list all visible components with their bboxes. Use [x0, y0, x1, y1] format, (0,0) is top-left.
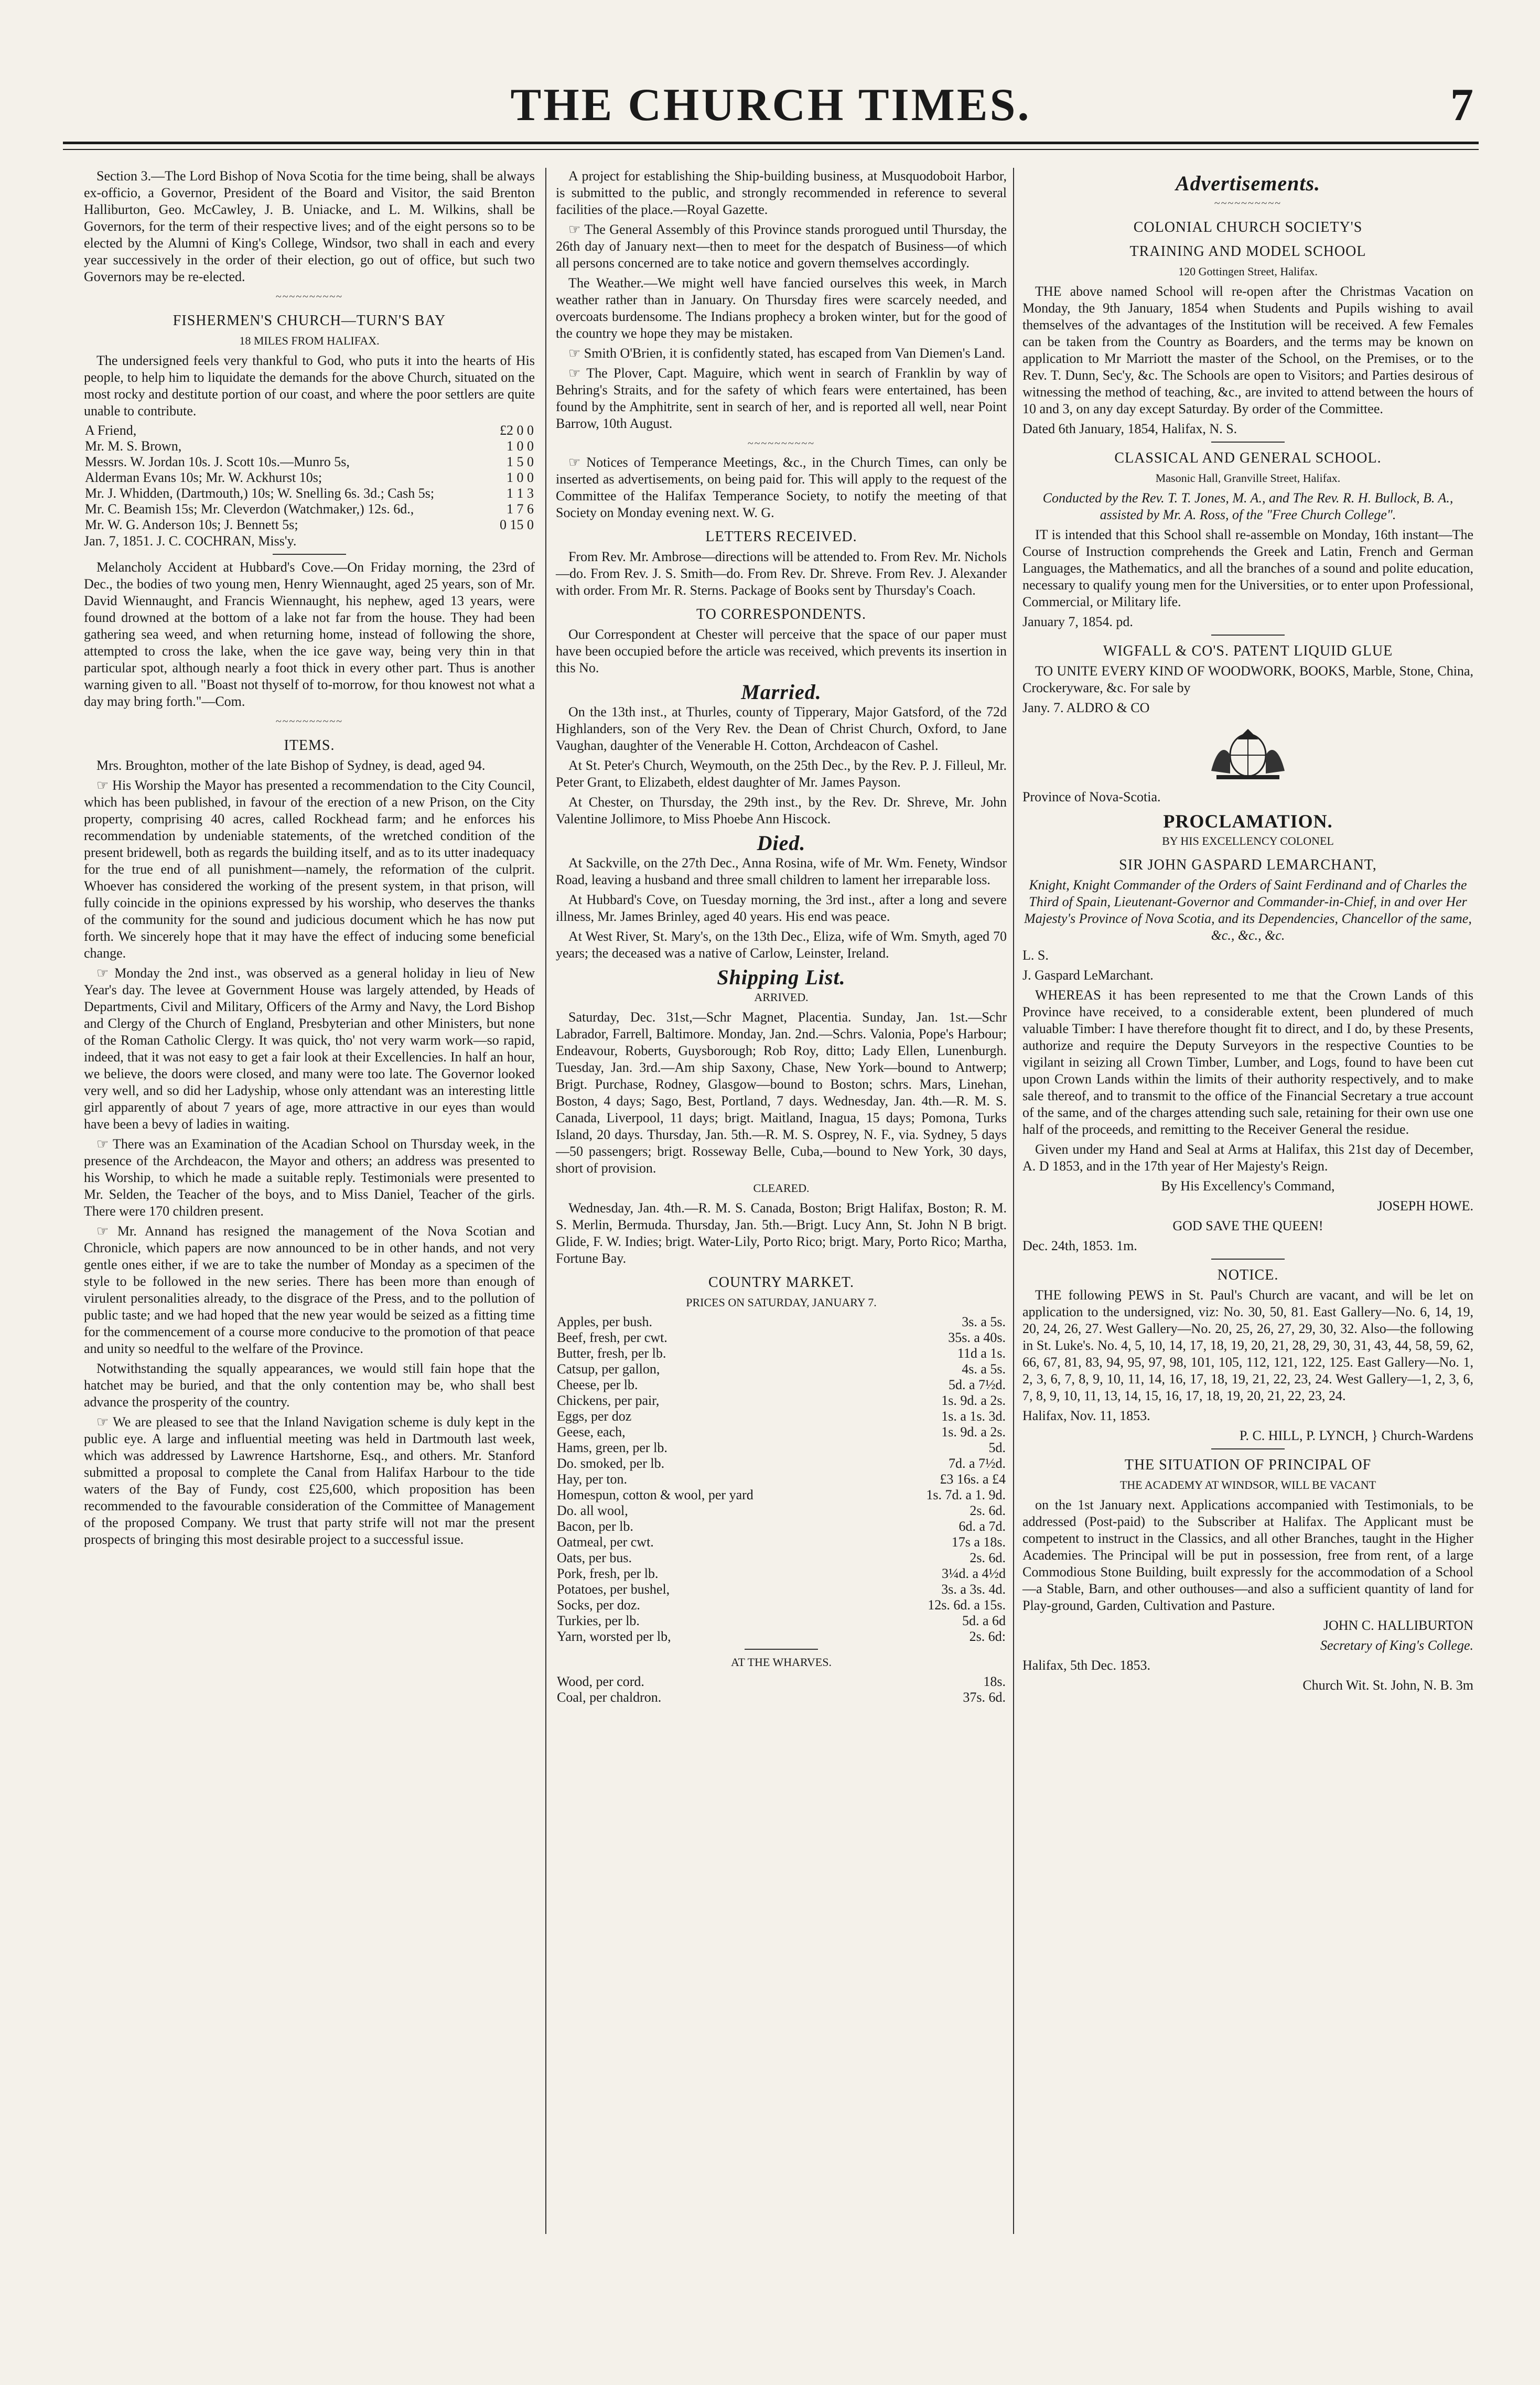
item: Do. smoked, per lb.: [557, 1456, 665, 1471]
amount: 1 0 0: [507, 438, 534, 454]
table-row: [556, 1519, 1007, 1534]
subscriber: Messrs. W. Jordan 10s. J. Scott 10s.—Munro 5s,: [85, 454, 350, 469]
seal-label: L. S.: [1022, 948, 1049, 963]
situation-footer: Church Wit. St. John, N. B. 3m: [1302, 1678, 1473, 1693]
table-row: [84, 423, 535, 438]
classical-school-date: January 7, 1854. pd.: [1022, 614, 1133, 629]
notice-text: THE following PEWS in St. Paul's Church are vacant, and will be let on application to the undersigned, viz: No. 30, 50, 81. East Gallery—No. 6, 14, 19, 20, 24, 26, 27. West Gallery—No. 20, 25, 26, 27, 29, 30, 32. Also—the following in St. Luke's. No. 4, 5, 10, 14, 17, 18, 19, 20, 21, 28, 29, 30, 31, 43, 44, 58, 59, 62, 66, 67, 81, 83, 94, 95, 97, 98, 101, 105, 112, 121, 122, 125. East Gallery—No. 1, 2, 3, 6, 7, 8, 9, 10, 11, 14, 16, 17, 18, 19, 21, 22, 23, 24. West Gallery—1, 2, 3, 6, 7, 8, 9, 10, 11, 13, 14, 15, 16, 17, 18, 19, 20, 21, 22, 23, 24.: [1022, 1287, 1473, 1403]
item-paragraph: Mrs. Broughton, mother of the late Bishop of Sydney, is dead, aged 94.: [96, 758, 486, 773]
table-row: [556, 1629, 1007, 1645]
item: Coal, per chaldron.: [557, 1690, 662, 1705]
item-paragraph: ☞ We are pleased to see that the Inland Navigation scheme is duly kept in the public eye. A large and influential meeting was held in Dartmouth last week, which was addressed by Lawrence Hartshorne, Esq., and others. Mr. Stanford submitted a proposal to complete the Canal from Halifax Harbour to the tide waters of the Bay of Fundy, cost £25,600, which proposition has been recommended to the favourable consideration of the Committee of Management of the proposed Company. We trust that party strife will not mar the present prospects of bringing this most desirable project to a successful issue.: [84, 1414, 535, 1547]
ornament-rule: ~~~~~~~~~~: [1214, 198, 1282, 209]
table-row: [556, 1534, 1007, 1550]
column-2: [556, 168, 1007, 1705]
items-heading: ITEMS.: [284, 737, 335, 754]
masthead-rule-thick: [63, 142, 1479, 144]
item: Wood, per cord.: [557, 1674, 644, 1689]
price: 3¼d. a 4½d: [941, 1566, 1006, 1581]
table-row: [556, 1690, 1007, 1705]
married-heading: Married.: [741, 680, 822, 704]
item: Hams, green, per lb.: [557, 1440, 667, 1455]
table-row: [556, 1377, 1007, 1393]
item: Oatmeal, per cwt.: [557, 1534, 654, 1550]
death-notice: At Sackville, on the 27th Dec., Anna Rosina, wife of Mr. Wm. Fenety, Windsor Road, leaving a husband and three small children to lament her irreparable loss.: [556, 855, 1007, 887]
table-row: [556, 1487, 1007, 1503]
proclamation-name: SIR JOHN GASPARD LEMARCHANT,: [1119, 857, 1377, 873]
item-paragraph: ☞ Mr. Annand has resigned the management of the Nova Scotian and Chronicle, which papers are now announced to be in other hands, and not very gentle ones either, if we are to take the number of Monday as a specimen of the style to be followed in the new series. There has been more than enough of virulent personalities already, to the disgrace of the Press, and to the pollution of public taste; and we had hoped that the new year would be seized as a fitting time for the commencement of a course more conducive to the promotion of that peace and unity so needful to the welfare of the Province.: [84, 1223, 535, 1356]
proclamation-god-save: GOD SAVE THE QUEEN!: [1172, 1218, 1323, 1233]
price: 5d. a 7½d.: [948, 1377, 1006, 1392]
news-paragraph: The Weather.—We might well have fancied ourselves this week, in March weather rather than in January. On Thursday fires were scarcely needed, and overcoats burdensome. The Indians prophecy a broken winter, but for the good of the country we hope they may be mistaken.: [556, 275, 1007, 341]
table-row: [84, 501, 535, 517]
item: Chickens, per pair,: [557, 1393, 660, 1408]
price: £3 16s. a £4: [940, 1471, 1006, 1487]
item: Turkies, per lb.: [557, 1613, 640, 1628]
column-divider: [545, 168, 546, 2234]
colonial-school-text: THE above named School will re-open after the Christmas Vacation on Monday, the 9th January, 1854 when Students and Pupils wishing to avail themselves of the advantages of the Institution will be received. A few Females can be taken from the Country as Boarders, and the terms may be known on application to Mr Marriott the master of the School, on the Premises, or to the Rev. T. Dunn, Sec'y, &c. The Schools are open to Visitors; and Parties desirous of witnessing the method of teaching, &c., are invited to attend between the hours of 10 and 3, on any day except Saturday. By order of the Committee.: [1022, 284, 1473, 416]
price: 1s. 9d. a 2s.: [941, 1393, 1006, 1408]
wharves-table: [556, 1674, 1007, 1705]
price: 1s. a 1s. 3d.: [941, 1409, 1006, 1424]
marriage-notice: On the 13th inst., at Thurles, county of Tipperary, Major Gatsford, of the 72d Highlanders, son of the Very Rev. the Dean of Christ Church, Oxford, to Jane Vaughan, daughter of the Venerable H. Cotton, Archdeacon of Cashel.: [556, 704, 1007, 753]
item-paragraph: ☞ Monday the 2nd inst., was observed as a general holiday in lieu of New Year's day. The levee at Government House was largely attended, by Heads of Departments, Civil and Military, Officers of the Army and Navy, the Lord Bishop and Clergy of the Church of England, Presbyterian and other Ministers, but none of the Roman Catholic Clergy. It was quick, tho' not very warm work—so rapid, indeed, that it was not easy to get a fair look at their Excellencies. In half an hour, we believe, the doors were closed, and many were too late. The Governor looked very well, and so did her Ladyship, whose only attendant was an interesting little girl apparently of about 7 years of age, more attractive in our eyes than would have been a bevy of ladies in waiting.: [84, 965, 535, 1132]
price: 2s. 6d.: [970, 1503, 1006, 1518]
table-row: [556, 1550, 1007, 1566]
subscriber: Mr. J. Whidden, (Dartmouth,) 10s; W. Snelling 6s. 3d.; Cash 5s;: [85, 486, 435, 501]
proclamation-by: BY HIS EXCELLENCY COLONEL: [1162, 834, 1334, 847]
advertisements-heading: Advertisements.: [1175, 171, 1321, 195]
item: Homespun, cotton & wool, per yard: [557, 1487, 753, 1502]
cleared-heading: CLEARED.: [753, 1181, 810, 1195]
item: Socks, per doz.: [557, 1597, 640, 1613]
notice-date: Halifax, Nov. 11, 1853.: [1022, 1408, 1150, 1423]
market-table: [556, 1314, 1007, 1645]
item: Geese, each,: [557, 1424, 626, 1439]
table-row: [556, 1456, 1007, 1471]
ornament-rule: ~~~~~~~~~~: [275, 291, 343, 303]
ornament-rule: ~~~~~~~~~~: [747, 438, 815, 449]
fishermen-church-text: The undersigned feels very thankful to God, who puts it into the hearts of His people, to help him to liquidate the demands for the above Church, situated on the most rocky and destitute portion of our coast, and where the poor settlers are quite unable to contribute.: [84, 353, 535, 418]
proclamation-titles: Knight, Knight Commander of the Orders of Saint Ferdinand and of Charles the Third of Spain, Lieutenant-Governor and Commander-in-Chief, in and over Her Majesty's Province of Nova Scotia, and its Dependencies, Chancellor of the same, &c., &c., &c.: [1024, 877, 1472, 943]
situation-heading: THE SITUATION OF PRINCIPAL OF: [1124, 1457, 1372, 1473]
colonial-school-heading-2: TRAINING AND MODEL SCHOOL: [1129, 243, 1366, 260]
letters-text: From Rev. Mr. Ambrose—directions will be attended to. From Rev. Mr. Nichols—do. From Rev. J. S. Smith—do. From Rev. Dr. Shreve. From Rev. J. Alexander with order. From Mr. R. Sterns. Package of Books sent by Thursday's Coach.: [556, 549, 1007, 598]
colonial-school-address: 120 Gottingen Street, Halifax.: [1178, 265, 1318, 278]
shipping-heading: Shipping List.: [717, 965, 846, 989]
table-row: [556, 1613, 1007, 1629]
item: Eggs, per doz: [557, 1409, 632, 1424]
item-paragraph: ☞ His Worship the Mayor has presented a recommendation to the City Council, which has been published, in favour of the erection of a new Prison, on the City property, comprising 40 acres, called Rockhead farm; and he enforces his recommendation by undeniable statements, of the wretched condition of the present bridewell, both as regards the building itself, and as to its utter inadequacy for the true end of all punishment—namely, the reformation of the culprit. Whoever has considered the working of the present system, in that prison, will fully coincide in the opinions expressed by his worship, who deserves the thanks of the community for the sound and judicious document which he has now put forth. We sincerely hope that it may have the effect of inducing some beneficial change.: [84, 778, 535, 961]
separator: [1211, 1259, 1285, 1260]
subscriber: A Friend,: [85, 423, 137, 438]
table-row: [556, 1674, 1007, 1690]
table-row: [556, 1409, 1007, 1424]
classical-school-conductors: Conducted by the Rev. T. T. Jones, M. A., and The Rev. R. H. Bullock, B. A., assisted by Mr. A. Ross, of the "Free Church College".: [1042, 490, 1453, 522]
item: Yarn, worsted per lb,: [557, 1629, 671, 1644]
market-subheading: PRICES ON SATURDAY, JANUARY 7.: [686, 1296, 877, 1309]
table-row: [556, 1361, 1007, 1377]
wharves-heading: AT THE WHARVES.: [731, 1656, 832, 1669]
arrived-heading: ARRIVED.: [754, 991, 809, 1004]
classical-school-address: Masonic Hall, Granville Street, Halifax.: [1155, 471, 1341, 485]
proclamation-date: Dec. 24th, 1853. 1m.: [1022, 1238, 1137, 1253]
separator: [745, 1649, 818, 1650]
proclamation-heading: PROCLAMATION.: [1163, 811, 1333, 832]
masthead-rule-thin: [63, 149, 1479, 150]
table-row: [84, 517, 535, 533]
separator: [273, 554, 346, 555]
subscriber: Alderman Evans 10s; Mr. W. Ackhurst 10s;: [85, 470, 322, 485]
wigfall-glue-signature: Jany. 7. ALDRO & CO: [1022, 700, 1150, 715]
news-paragraph: ☞ The Plover, Capt. Maguire, which went in search of Franklin by way of Behring's Straits, and for the safety of which fears were entertained, has been found by the Amphitrite, sent in search of her, and is reported all well, near Point Barrow, 10th August.: [556, 366, 1007, 431]
price: 3s. a 5s.: [962, 1314, 1006, 1329]
item: Pork, fresh, per lb.: [557, 1566, 659, 1581]
table-row: [84, 438, 535, 454]
classical-school-text: IT is intended that this School shall re-assemble on Monday, 16th instant—The Course of Instruction comprehends the Greek and Latin, French and German Languages, the Mathematics, and all the branches of a sound and polite education, necessary to qualify young men for the Universities, or to enter upon Professional, Commercial, or Military life.: [1022, 527, 1473, 609]
table-row: [556, 1582, 1007, 1597]
separator: [1211, 1448, 1285, 1449]
item: Hay, per ton.: [557, 1471, 628, 1487]
amount: 1 7 6: [507, 501, 534, 517]
price: 35s. a 40s.: [948, 1330, 1006, 1345]
proclamation-howe: JOSEPH HOWE.: [1377, 1198, 1473, 1213]
table-row: [556, 1393, 1007, 1409]
price: 18s.: [983, 1674, 1006, 1689]
price: 17s a 18s.: [951, 1534, 1006, 1550]
table-row: [556, 1597, 1007, 1613]
temperance-notice: ☞ Notices of Temperance Meetings, &c., in the Church Times, can only be inserted as advertisements, on being paid for. This will apply to the request of the Committee of the Halifax Temperance Society, to notify the meeting of that Society on Monday evening next. W. G.: [556, 455, 1007, 520]
proclamation-signature-top: J. Gaspard LeMarchant.: [1022, 968, 1154, 983]
letters-heading: LETTERS RECEIVED.: [705, 529, 857, 545]
price: 7d. a 7½d.: [948, 1456, 1006, 1471]
amount: £2 0 0: [500, 423, 534, 438]
situation-text: on the 1st January next. Applications accompanied with Testimonials, to be addressed (Post-paid) to the Subscriber at Halifax. The Applicant must be competent to instruct in the Classics, and all other Branches, taught in the Higher Academies. The Principal will be put in possession, free from rent, of a large Commodious Stone Building, built expressly for the accommodation of a School—a Stable, Barn, and other outhouses—and also a sufficient quantity of land for Play-ground, Garden, Cultivation and Pasture.: [1022, 1497, 1473, 1613]
column-divider: [1013, 168, 1014, 2234]
classical-school-heading: CLASSICAL AND GENERAL SCHOOL.: [1114, 450, 1382, 466]
fishermen-church-heading: FISHERMEN'S CHURCH—TURN'S BAY: [173, 313, 446, 329]
proclamation-given: Given under my Hand and Seal at Arms at Halifax, this 21st day of December, A. D 1853, and in the 17th year of Her Majesty's Reign.: [1022, 1142, 1473, 1174]
fishermen-church-subheading: 18 MILES FROM HALIFAX.: [239, 334, 380, 347]
table-row: [556, 1424, 1007, 1440]
item: Catsup, per gallon,: [557, 1361, 660, 1377]
province-label: Province of Nova-Scotia.: [1022, 789, 1161, 804]
ornament-rule: ~~~~~~~~~~: [275, 716, 343, 727]
column-3: [1022, 168, 1473, 1697]
amount: 1 1 3: [507, 486, 534, 501]
proclamation-text: WHEREAS it has been represented to me that the Crown Lands of this Province have received, to a considerable extent, been plundered of much valuable Timber: I have therefore thought fit to direct, and I do, by these Presents, authorize and require the Deputy Surveyors in the respective Counties to be vigilant in seizing all Crown Timber, Lumber, and Logs, found to have been cut upon Crown Lands within the limits of their authority respectively, and to make sale thereof, and to transmit to the office of the Financial Secretary a true account of the same, and of the charges attending such sale, retaining for their own use one half of the proceeds, and remitting to the Receiver General the residue.: [1022, 987, 1473, 1137]
died-heading: Died.: [757, 831, 806, 855]
price: 12s. 6d. a 15s.: [928, 1597, 1006, 1613]
price: 1s. 9d. a 2s.: [941, 1424, 1006, 1439]
news-paragraph: A project for establishing the Ship-building business, at Musquodoboit Harbor, is submitted to the public, and strongly recommended in reference to several facilities of the place.—Royal Gazette.: [556, 168, 1007, 217]
amount: 0 15 0: [500, 517, 534, 532]
table-row: [84, 470, 535, 486]
column-1: [84, 168, 535, 1551]
separator: [1211, 635, 1285, 636]
item-paragraph: ☞ There was an Examination of the Acadian School on Thursday week, in the presence of the Archdeacon, the Mayor and others; an address was presented to his Worship, to which he made a suitable reply. Testimonials were presented to Mr. Selden, the Teacher of the boys, and to Miss Daniel, Teacher of the girls. There were 170 children present.: [84, 1136, 535, 1219]
table-row: [556, 1440, 1007, 1456]
wigfall-glue-text: TO UNITE EVERY KIND OF WOODWORK, BOOKS, Marble, Stone, China, Crockeryware, &c. For sale by: [1022, 663, 1473, 695]
amount: 1 0 0: [507, 470, 534, 485]
proclamation-command: By His Excellency's Command,: [1161, 1178, 1335, 1194]
price: 11d a 1s.: [957, 1346, 1006, 1361]
table-row: [84, 454, 535, 470]
subscriber: Mr. M. S. Brown,: [85, 438, 182, 454]
price: 4s. a 5s.: [962, 1361, 1006, 1377]
amount: 1 5 0: [507, 454, 534, 469]
colonial-school-heading: COLONIAL CHURCH SOCIETY'S: [1133, 219, 1363, 235]
table-row: [556, 1314, 1007, 1330]
price: 1s. 7d. a 1. 9d.: [926, 1487, 1006, 1502]
situation-date: Halifax, 5th Dec. 1853.: [1022, 1658, 1151, 1673]
market-heading: COUNTRY MARKET.: [708, 1274, 854, 1291]
item: Oats, per bus.: [557, 1550, 632, 1565]
correspondents-heading: TO CORRESPONDENTS.: [696, 606, 866, 622]
arrived-text: Saturday, Dec. 31st,—Schr Magnet, Placentia. Sunday, Jan. 1st.—Schr Labrador, Farrell, Baltimore. Monday, Jan. 2nd.—Schrs. Valonia, Pope's Harbour; Endeavour, Roberts, Guysborough; Rob Roy, ditto; Lady Ellen, Lunenburgh. Tuesday, Jan. 3rd.—Am ship Saxony, Chase, New York—bound to Antwerp; Brigt. Purchase, Rodney, Glasgow—bound to Boston; schrs. Mars, Linehan, Boston, 4 days; Sago, Best, Portland, 7 days. Wednesday, Jan. 4th.—R. M. S. Canada, Liverpool, 11 days; brigt. Maitland, Inagua, 15 days; Pomona, Turks Island, 20 days. Thursday, Jan. 5th.—R. M. S. Osprey, N. F., via. Sydney, 5 days—50 passengers; brigt. Rosseway Belle, Cuba,—bound to New York, 30 days, short of provision.: [556, 1009, 1007, 1176]
item: Potatoes, per bushel,: [557, 1582, 670, 1597]
price: 6d. a 7d.: [959, 1519, 1006, 1534]
table-row: [84, 486, 535, 501]
accident-article: Melancholy Accident at Hubbard's Cove.—On Friday morning, the 23rd of Dec., the bodies of two young men, Henry Wiennaught, aged 25 years, son of Mr. David Wiennaught, and Francis Wiennaught, his nephew, aged 13 years, were found drowned at the bottom of a lake not far from the house. They had been gathering sea weed, and when returning home, instead of following the shore, attempted to cross the lake, when the ice gave way, being very thin in that particular spot, although nearly a foot thick in every other part. Thus is another warning given to all. "Boast not thyself of to-morrow, for thou knowest not what a day may bring forth."—Com.: [84, 560, 535, 709]
colonial-school-date: Dated 6th January, 1854, Halifax, N. S.: [1022, 421, 1237, 436]
subscription-table: [84, 423, 535, 533]
news-paragraph: ☞ The General Assembly of this Province stands prorogued until Thursday, the 26th day of January next—then to meet for the despatch of Business—of which all persons concerned are to take notice and govern themselves accordingly.: [556, 222, 1007, 271]
price: 2s. 6d:: [969, 1629, 1006, 1644]
item: Cheese, per lb.: [557, 1377, 638, 1392]
death-notice: At West River, St. Mary's, on the 13th Dec., Eliza, wife of Wm. Smyth, aged 70 years; the deceased was a native of Carlow, Leinster, Ireland.: [556, 929, 1007, 961]
masthead: [63, 79, 1479, 136]
page-number: 7: [1450, 80, 1473, 131]
price: 3s. a 3s. 4d.: [941, 1582, 1006, 1597]
correspondents-text: Our Correspondent at Chester will perceive that the space of our paper must have been occupied before the article was received, which prevents its insertion in this No.: [556, 627, 1007, 675]
royal-arms-icon: [1201, 724, 1295, 781]
item-paragraph: Notwithstanding the squally appearances, we would still fain hope that the hatchet may be buried, and that the only contention may be, who shall best advance the prosperity of the country.: [84, 1361, 535, 1410]
table-row: [556, 1503, 1007, 1519]
table-row: [556, 1346, 1007, 1361]
subscriber: Mr. C. Beamish 15s; Mr. Cleverdon (Watchmaker,) 12s. 6d.,: [85, 501, 414, 517]
subscription-signature: Jan. 7, 1851. J. C. COCHRAN, Miss'y.: [84, 533, 297, 549]
section-3-text: Section 3.—The Lord Bishop of Nova Scotia for the time being, shall be always ex-officio, a Governor, President of the Board and Visitor, the said Brenton Halliburton, Geo. McCawley, J. B. Uniacke, and L. M. Wilkins, shall be Governors, for the term of their respective lives; and of the eight persons so to be elected by the Alumni of King's College, Windsor, two shall in each and every year successively in the order of their election, go out of office, but such two Governors may be re-elected.: [84, 168, 535, 284]
price: 37s. 6d.: [963, 1690, 1006, 1705]
news-paragraph: ☞ Smith O'Brien, it is confidently stated, has escaped from Van Diemen's Land.: [568, 346, 1005, 361]
subscriber: Mr. W. G. Anderson 10s; J. Bennett 5s;: [85, 517, 298, 532]
separator: [1211, 442, 1285, 443]
table-row: [556, 1566, 1007, 1582]
situation-signature: JOHN C. HALLIBURTON: [1323, 1618, 1473, 1633]
price: 2s. 6d.: [970, 1550, 1006, 1565]
item: Bacon, per lb.: [557, 1519, 633, 1534]
item: Do. all wool,: [557, 1503, 628, 1518]
death-notice: At Hubbard's Cove, on Tuesday morning, the 3rd inst., after a long and severe illness, Mr. James Brinley, aged 40 years. His end was peace.: [556, 892, 1007, 924]
notice-signature: P. C. HILL, P. LYNCH, } Church-Wardens: [1239, 1428, 1473, 1443]
price: 5d. a 6d: [962, 1613, 1006, 1628]
table-row: [556, 1330, 1007, 1346]
situation-subheading: THE ACADEMY AT WINDSOR, WILL BE VACANT: [1119, 1478, 1376, 1491]
item: Butter, fresh, per lb.: [557, 1346, 666, 1361]
item: Apples, per bush.: [557, 1314, 652, 1329]
marriage-notice: At St. Peter's Church, Weymouth, on the 25th Dec., by the Rev. P. J. Filleul, Mr. Peter Grant, to Elizabeth, eldest daughter of Mr. James Payson.: [556, 758, 1007, 790]
cleared-text: Wednesday, Jan. 4th.—R. M. S. Canada, Boston; Brigt Halifax, Boston; R. M. S. Merlin, Bermuda. Thursday, Jan. 5th.—Brigt. Lucy Ann, St. John N B brigt. Glide, F. W. Indies; brigt. Water-Lily, Porto Rico; brigt. Mary, Porto Rico; Martha, Fortune Bay.: [556, 1200, 1007, 1266]
situation-signature-title: Secretary of King's College.: [1320, 1638, 1473, 1653]
wigfall-glue-heading: WIGFALL & CO'S. PATENT LIQUID GLUE: [1103, 643, 1393, 659]
notice-heading: NOTICE.: [1217, 1267, 1279, 1283]
price: 5d.: [988, 1440, 1006, 1455]
table-row: [556, 1471, 1007, 1487]
page-title: THE CHURCH TIMES.: [510, 80, 1031, 131]
item: Beef, fresh, per cwt.: [557, 1330, 667, 1345]
marriage-notice: At Chester, on Thursday, the 29th inst., by the Rev. Dr. Shreve, Mr. John Valentine Jollimore, to Miss Phoebe Ann Hiscock.: [556, 794, 1007, 826]
